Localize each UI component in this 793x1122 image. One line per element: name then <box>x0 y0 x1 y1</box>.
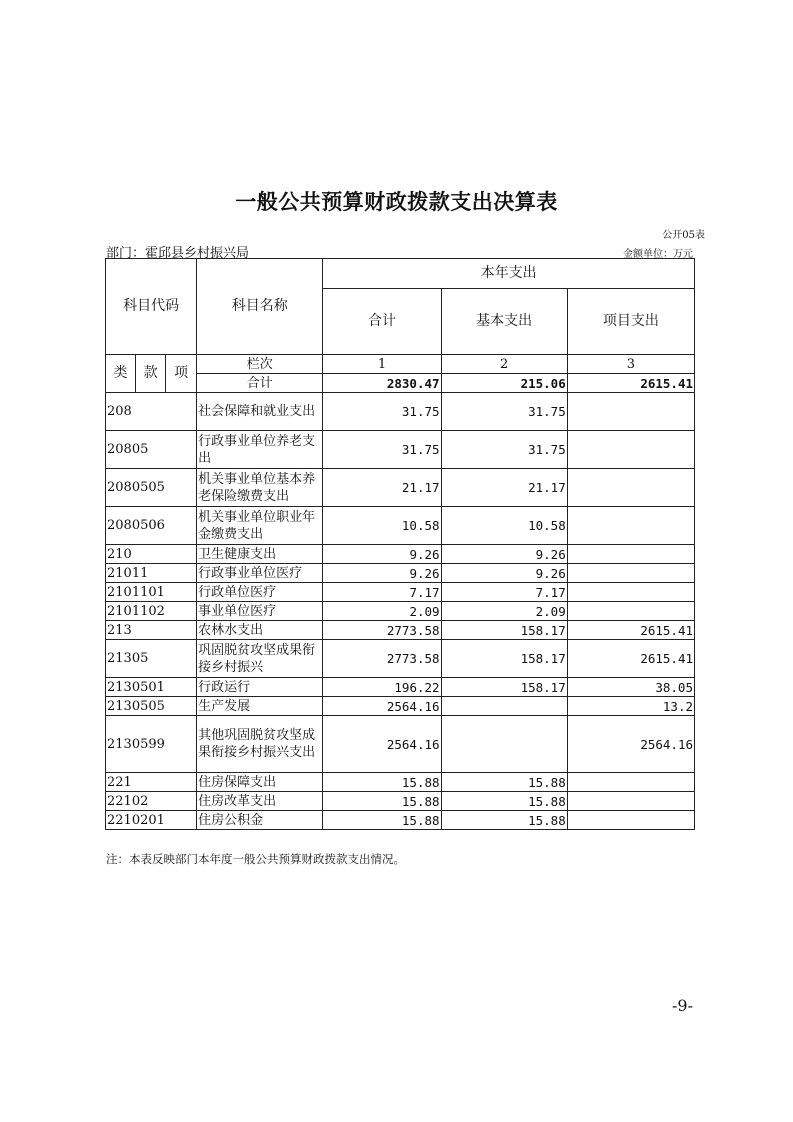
header-col3: 3 <box>567 355 694 374</box>
sum-label: 合计 <box>197 374 323 393</box>
row-project <box>567 545 694 564</box>
table-row <box>106 469 695 507</box>
table-row <box>106 697 695 716</box>
row-name: 事业单位医疗 <box>197 602 323 621</box>
expenditure-table <box>105 258 695 830</box>
row-total: 31.75 <box>323 431 441 469</box>
header-lei: 类 <box>106 355 136 393</box>
row-total: 2773.58 <box>323 621 441 640</box>
row-project <box>567 583 694 602</box>
row-project <box>567 507 694 545</box>
table-row <box>106 507 695 545</box>
row-code: 2080505 <box>106 469 197 507</box>
table-row <box>106 583 695 602</box>
row-project <box>567 602 694 621</box>
header-total: 合计 <box>323 289 441 355</box>
row-basic: 2.09 <box>441 602 567 621</box>
row-code: 21011 <box>106 564 197 583</box>
row-total: 2564.16 <box>323 716 441 773</box>
header-lanci: 栏次 <box>197 355 323 374</box>
row-basic: 9.26 <box>441 564 567 583</box>
row-code: 22102 <box>106 792 197 811</box>
row-code: 221 <box>106 773 197 792</box>
sum-project: 2615.41 <box>567 374 694 393</box>
header-basic: 基本支出 <box>441 289 567 355</box>
row-basic: 31.75 <box>441 393 567 431</box>
header-name: 科目名称 <box>197 259 323 355</box>
row-project <box>567 811 694 830</box>
row-total: 2.09 <box>323 602 441 621</box>
table-number: 公开05表 <box>662 230 705 241</box>
table-row <box>106 811 695 830</box>
row-project: 13.2 <box>567 697 694 716</box>
row-project <box>567 792 694 811</box>
row-basic: 7.17 <box>441 583 567 602</box>
row-code: 213 <box>106 621 197 640</box>
table-row <box>106 640 695 678</box>
row-total: 10.58 <box>323 507 441 545</box>
table-row <box>106 545 695 564</box>
row-code: 2130505 <box>106 697 197 716</box>
row-name: 住房公积金 <box>197 811 323 830</box>
table-row <box>106 678 695 697</box>
row-basic: 10.58 <box>441 507 567 545</box>
row-name: 社会保障和就业支出 <box>197 393 323 431</box>
row-basic: 21.17 <box>441 469 567 507</box>
row-project <box>567 564 694 583</box>
page-title: 一般公共预算财政拨款支出决算表 <box>235 190 558 214</box>
sum-total: 2830.47 <box>323 374 441 393</box>
table-row <box>106 564 695 583</box>
row-name: 机关事业单位基本养老保险缴费支出 <box>197 469 323 507</box>
row-basic: 15.88 <box>441 811 567 830</box>
row-code: 208 <box>106 393 197 431</box>
row-total: 31.75 <box>323 393 441 431</box>
header-kuan: 款 <box>136 355 166 393</box>
row-basic: 31.75 <box>441 431 567 469</box>
row-basic <box>441 697 567 716</box>
row-code: 2080506 <box>106 507 197 545</box>
page-number: -9- <box>672 996 693 1015</box>
row-basic <box>441 716 567 773</box>
header-this-year: 本年支出 <box>323 259 695 289</box>
row-name: 生产发展 <box>197 697 323 716</box>
table-row <box>106 393 695 431</box>
row-project: 2564.16 <box>567 716 694 773</box>
row-total: 2564.16 <box>323 697 441 716</box>
row-name: 农林水支出 <box>197 621 323 640</box>
table-row <box>106 773 695 792</box>
row-code: 2101102 <box>106 602 197 621</box>
row-code: 20805 <box>106 431 197 469</box>
sum-basic: 215.06 <box>441 374 567 393</box>
header-col2: 2 <box>441 355 567 374</box>
row-code: 2210201 <box>106 811 197 830</box>
table-row <box>106 621 695 640</box>
row-basic: 15.88 <box>441 773 567 792</box>
header-col1: 1 <box>323 355 441 374</box>
row-name: 巩固脱贫攻坚成果衔接乡村振兴 <box>197 640 323 678</box>
row-code: 2101101 <box>106 583 197 602</box>
row-project <box>567 431 694 469</box>
row-basic: 158.17 <box>441 640 567 678</box>
table-row <box>106 792 695 811</box>
row-basic: 15.88 <box>441 792 567 811</box>
row-code: 21305 <box>106 640 197 678</box>
row-name: 住房改革支出 <box>197 792 323 811</box>
row-project: 2615.41 <box>567 640 694 678</box>
row-code: 2130501 <box>106 678 197 697</box>
row-project <box>567 393 694 431</box>
row-name: 行政事业单位医疗 <box>197 564 323 583</box>
row-total: 9.26 <box>323 545 441 564</box>
header-project: 项目支出 <box>567 289 694 355</box>
row-code: 210 <box>106 545 197 564</box>
row-name: 其他巩固脱贫攻坚成果衔接乡村振兴支出 <box>197 716 323 773</box>
row-total: 2773.58 <box>323 640 441 678</box>
unit-label: 金额单位：万元 <box>623 249 693 260</box>
row-total: 15.88 <box>323 811 441 830</box>
row-name: 行政事业单位养老支出 <box>197 431 323 469</box>
row-name: 住房保障支出 <box>197 773 323 792</box>
table-row <box>106 602 695 621</box>
row-project <box>567 773 694 792</box>
row-project <box>567 469 694 507</box>
row-total: 7.17 <box>323 583 441 602</box>
header-code: 科目代码 <box>106 259 197 355</box>
row-basic: 158.17 <box>441 678 567 697</box>
row-total: 9.26 <box>323 564 441 583</box>
row-total: 196.22 <box>323 678 441 697</box>
row-name: 行政运行 <box>197 678 323 697</box>
table-row <box>106 716 695 773</box>
row-name: 行政单位医疗 <box>197 583 323 602</box>
row-basic: 158.17 <box>441 621 567 640</box>
header-xiang: 项 <box>166 355 197 393</box>
row-project: 2615.41 <box>567 621 694 640</box>
row-name: 机关事业单位职业年金缴费支出 <box>197 507 323 545</box>
table-note: 注：本表反映部门本年度一般公共预算财政拨款支出情况。 <box>106 852 405 866</box>
department-label: 部门：霍邱县乡村振兴局 <box>106 246 250 261</box>
row-project: 38.05 <box>567 678 694 697</box>
row-total: 21.17 <box>323 469 441 507</box>
row-total: 15.88 <box>323 792 441 811</box>
row-basic: 9.26 <box>441 545 567 564</box>
row-total: 15.88 <box>323 773 441 792</box>
row-name: 卫生健康支出 <box>197 545 323 564</box>
table-row <box>106 431 695 469</box>
row-code: 2130599 <box>106 716 197 773</box>
